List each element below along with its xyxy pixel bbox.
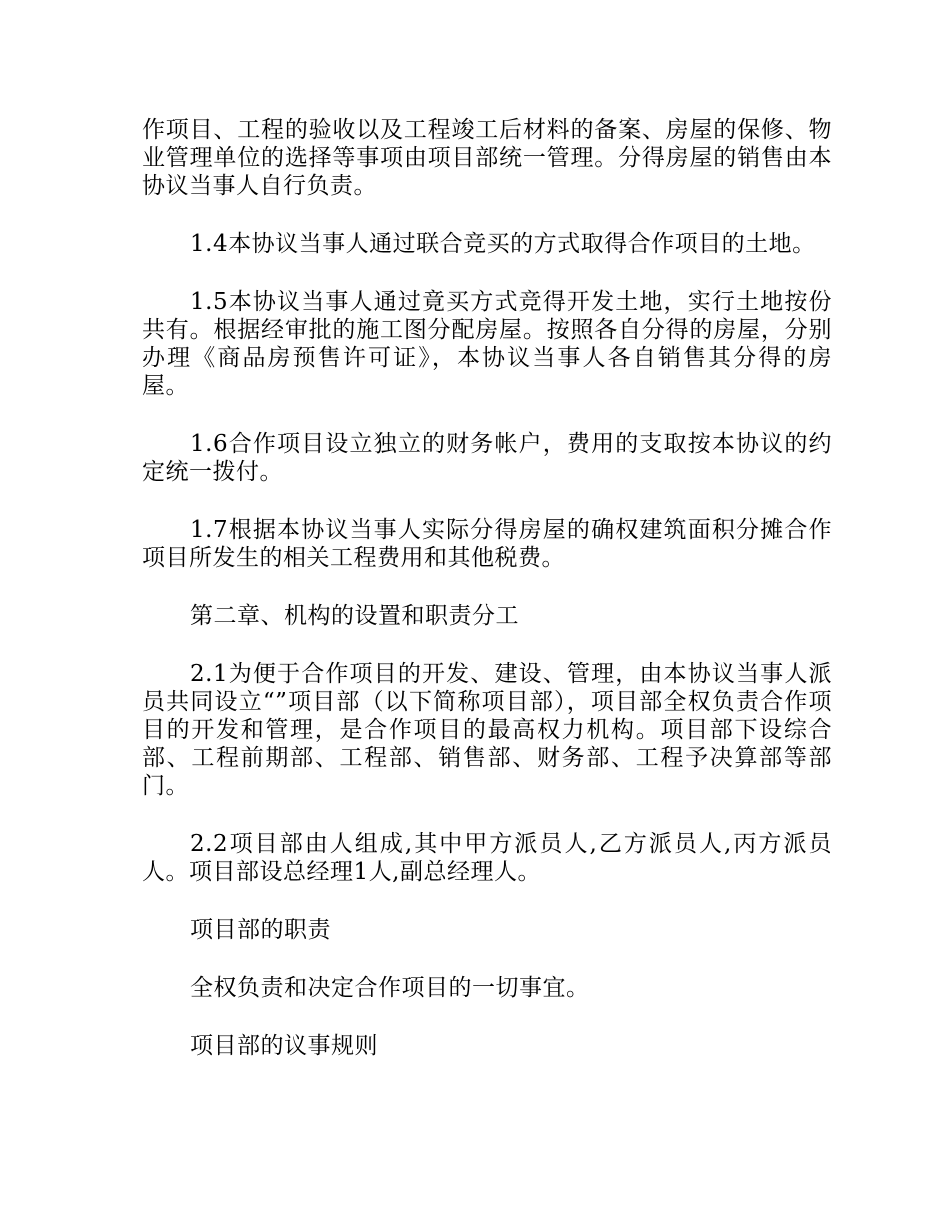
paragraph-duties: 全权负责和决定合作项目的一切事宜。 (190, 975, 590, 1001)
paragraph-1-4: 1.4本协议当事人通过联合竞买的方式取得合作项目的土地。 (190, 231, 816, 257)
section-heading-rules: 项目部的议事规则 (190, 1033, 378, 1059)
document-body (142, 116, 832, 1090)
paragraph-2-1: 2.1为便于合作项目的开发、建设、管理，由本协议当事人派员共同设立“”项目部（以下简称项目部），项目部全权负责合作项目的开发和管理，是合作项目的最高权力机构。项目部下设综合部、工程前期部、工程部、销售部、财务部、工程予决算部等部门。 (142, 661, 832, 799)
paragraph-1-7: 1.7根据本协议当事人实际分得房屋的确权建筑面积分摊合作项目所发生的相关工程费用和其他税费。 (142, 517, 832, 571)
paragraph-1-6: 1.6合作项目设立独立的财务帐户，费用的支取按本协议的约定统一拨付。 (142, 431, 832, 485)
chapter-heading: 第二章、机构的设置和职责分工 (190, 603, 519, 629)
paragraph-1-5: 1.5本协议当事人通过竟买方式竞得开发土地，实行土地按份共有。根据经审批的施工图分配房屋。按照各自分得的房屋，分别办理《商品房预售许可证》，本协议当事人各自销售其分得的房屋。 (142, 289, 832, 399)
section-heading-duties: 项目部的职责 (190, 917, 331, 943)
paragraph-2-2: 2.2项目部由人组成,其中甲方派员人,乙方派员人,丙方派员人。项目部设总经理1人,副总经理人。 (142, 831, 832, 885)
paragraph-continuation: 作项目、工程的验收以及工程竣工后材料的备案、房屋的保修、物业管理单位的选择等事项由项目部统一管理。分得房屋的销售由本协议当事人自行负责。 (142, 117, 832, 199)
